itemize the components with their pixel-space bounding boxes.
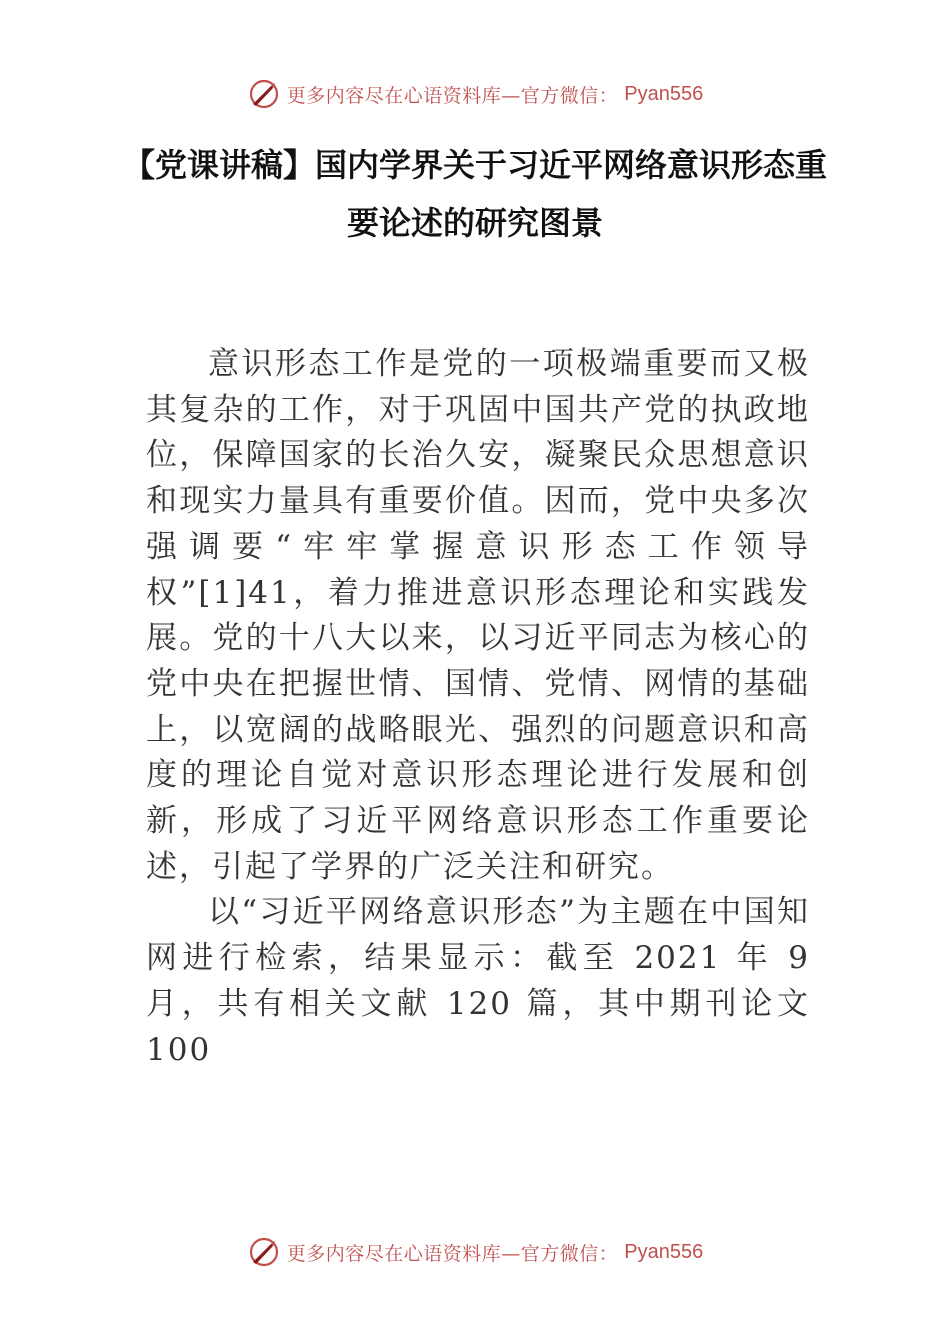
footer-watermark <box>0 1232 950 1272</box>
pen-circle-logo-icon <box>247 1235 281 1269</box>
header-watermark <box>0 74 950 114</box>
watermark-account: Pyan556 <box>624 1240 704 1263</box>
paragraph-1: 意识形态工作是党的一项极端重要而又极其复杂的工作，对于巩固中国共产党的执政地位，保障国家的长治久安，凝聚民众思想意识和现实力量具有重要价值。因而，党中央多次强调要“牢牢掌握意识形态工作领导权”[1]41，着力推进意识形态理论和实践发展。党的十八大以来，以习近平同志为核心的党中央在把握世情、国情、党情、网情的基础上，以宽阔的战略眼光、强烈的问题意识和高度的理论自觉对意识形态理论进行发展和创新，形成了习近平网络意识形态工作重要论述，引起了学界的广泛关注和研究。 <box>146 346 810 885</box>
watermark-text: 更多内容尽在心语资料库—官方微信： <box>286 84 619 107</box>
watermark-account: Pyan556 <box>624 82 704 105</box>
document-body <box>146 342 810 1073</box>
document-title: 【党课讲稿】国内学界关于习近平网络意识形态重要论述的研究图景 <box>122 146 827 242</box>
watermark-text: 更多内容尽在心语资料库—官方微信： <box>286 1242 619 1265</box>
pen-circle-logo-icon <box>247 77 281 111</box>
paragraph-2: 以“习近平网络意识形态”为主题在中国知网进行检索，结果显示：截至 2021 年 9 月，共有相关文献 120 篇，其中期刊论文 100 <box>146 894 810 1068</box>
